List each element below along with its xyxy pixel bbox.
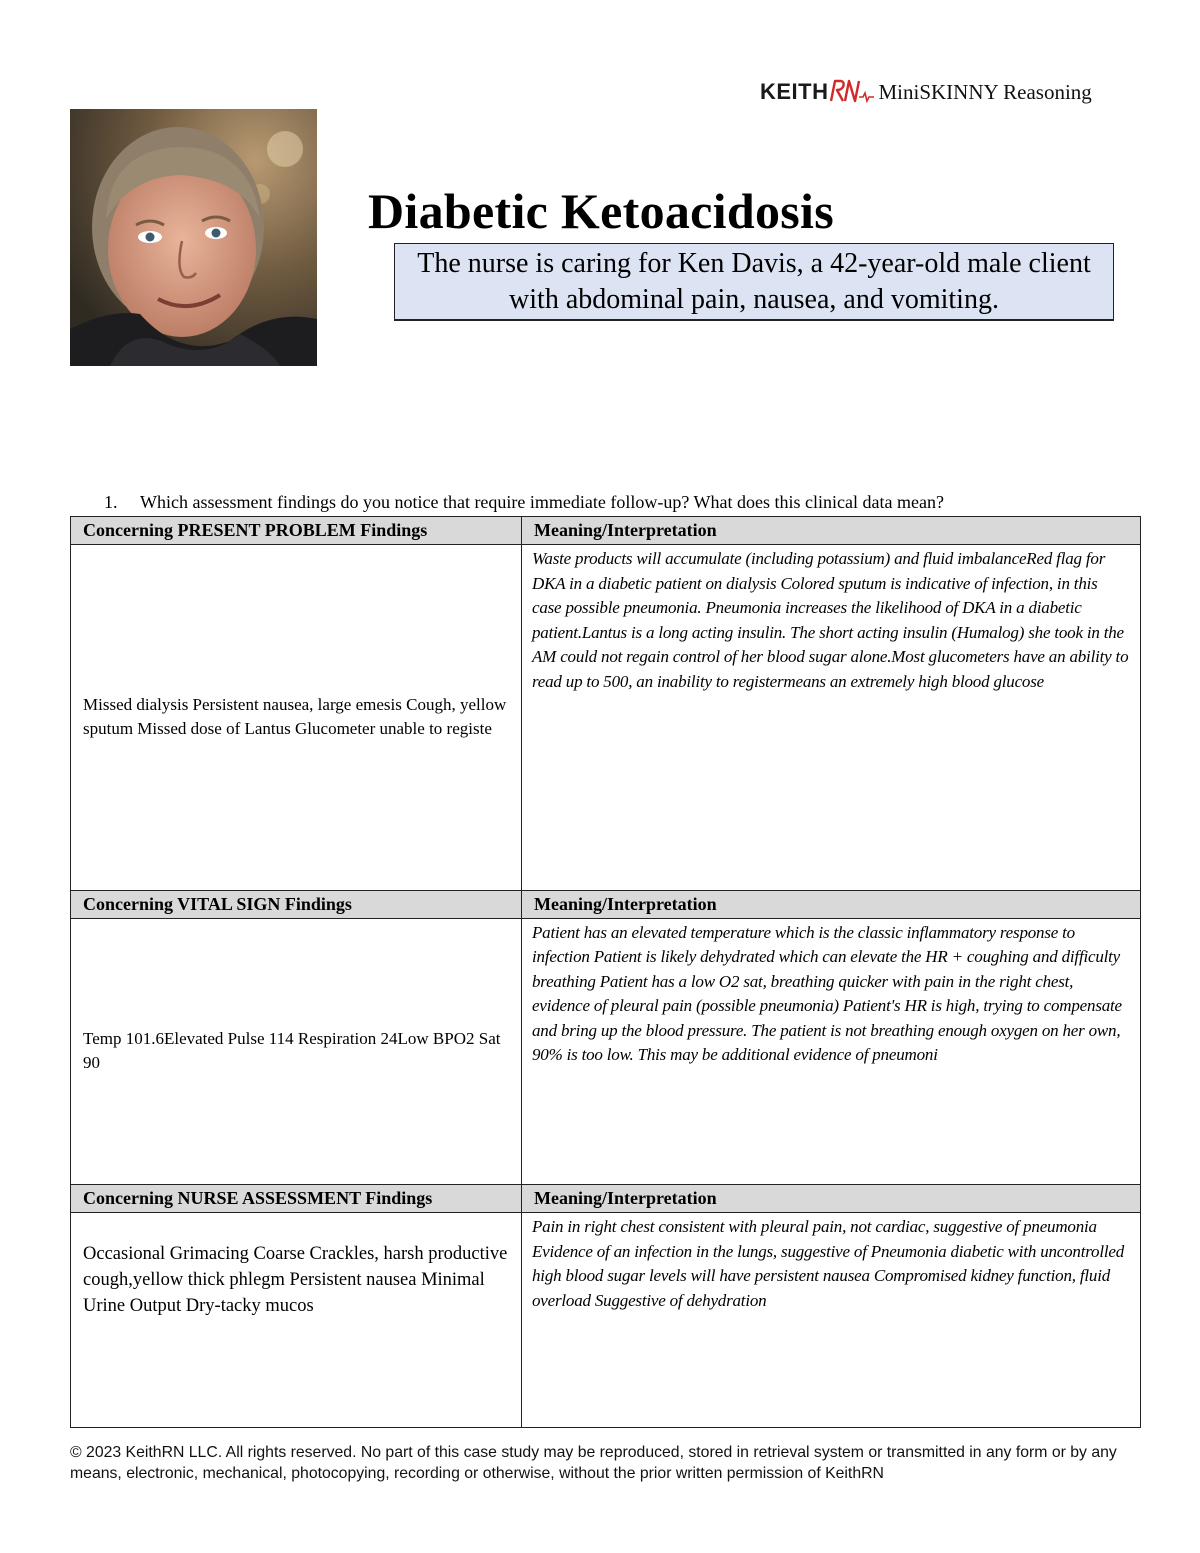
meaning-header: Meaning/Interpretation (522, 517, 1141, 545)
question-1 (104, 492, 1144, 513)
nurse-assessment-meaning: Pain in right chest consistent with pleural pain, not cardiac, suggestive of pneumonia Evidence of an infection in the lungs, suggestive of Pneumonia diabetic with uncontrolled high blood sugar levels will have persistent nausea Compromised kidney function, fluid overload Suggestive of dehydration (522, 1213, 1141, 1428)
findings-table (70, 516, 1141, 1428)
logo-rn-heartbeat-icon (829, 75, 875, 109)
present-problem-header: Concerning PRESENT PROBLEM Findings (71, 517, 522, 545)
section-header-row (71, 890, 1141, 918)
product-name: MiniSKINNY Reasoning (878, 79, 1092, 104)
section-header-row (71, 1184, 1141, 1212)
question-text: Which assessment findings do you notice that require immediate follow-up? What does this clinical data mean? (140, 492, 944, 512)
brand-header (760, 72, 1140, 112)
present-problem-meaning: Waste products will accumulate (including potassium) and fluid imbalanceRed flag for DKA in a diabetic patient on dialysis Colored sputum is indicative of infection, in this case possible pneumonia. Pneumonia increases the likelihood of DKA in a diabetic patient.Lantus is a long acting insulin. The short acting insulin (Humalog) she took in the AM could not regain control of her blood sugar alone.Most glucometers have an ability to read up to 500, an inability to registermeans an extremely high blood glucose (522, 545, 1141, 891)
meaning-header: Meaning/Interpretation (522, 1184, 1141, 1212)
section-body-row (71, 1213, 1141, 1428)
client-photo (70, 109, 317, 366)
vital-sign-header: Concerning VITAL SIGN Findings (71, 890, 522, 918)
question-number: 1. (104, 492, 118, 512)
present-problem-findings: Missed dialysis Persistent nausea, large emesis Cough, yellow sputum Missed dose of Lantus Glucometer unable to registe (71, 545, 522, 891)
section-header-row (71, 517, 1141, 545)
logo-keith-text: KEITH (760, 79, 829, 104)
vital-sign-meaning: Patient has an elevated temperature which is the classic inflammatory response to infection Patient is likely dehydrated which can elevate the HR + coughing and difficulty breathing Patient has a low O2 sat, breathing quicker with pain in the right chest, evidence of pleural pain (possible pneumonia) Patient's HR is high, trying to compensate and bring up the blood pressure. The patient is not breathing enough oxygen on her own, 90% is too low. This may be additional evidence of pneumoni (522, 918, 1141, 1184)
nurse-assessment-findings: Occasional Grimacing Coarse Crackles, harsh productive cough,yellow thick phlegm Persistent nausea Minimal Urine Output Dry-tacky mucos (71, 1213, 522, 1428)
section-body-row (71, 545, 1141, 891)
copyright-footer: © 2023 KeithRN LLC. All rights reserved. No part of this case study may be reproduced, stored in retrieval system or transmitted in any form or by any means, electronic, mechanical, photocopying, recording or otherwise, without the prior written permission of KeithRN (70, 1444, 1117, 1482)
vital-sign-findings: Temp 101.6Elevated Pulse 114 Respiration 24Low BPO2 Sat 90 (71, 918, 522, 1184)
section-body-row (71, 918, 1141, 1184)
nurse-assessment-header: Concerning NURSE ASSESSMENT Findings (71, 1184, 522, 1212)
case-title: Diabetic Ketoacidosis (368, 183, 834, 239)
scenario-box: The nurse is caring for Ken Davis, a 42-year-old male client with abdominal pain, nausea, and vomiting. (394, 243, 1114, 321)
keithrn-logo (760, 75, 875, 109)
meaning-header: Meaning/Interpretation (522, 890, 1141, 918)
